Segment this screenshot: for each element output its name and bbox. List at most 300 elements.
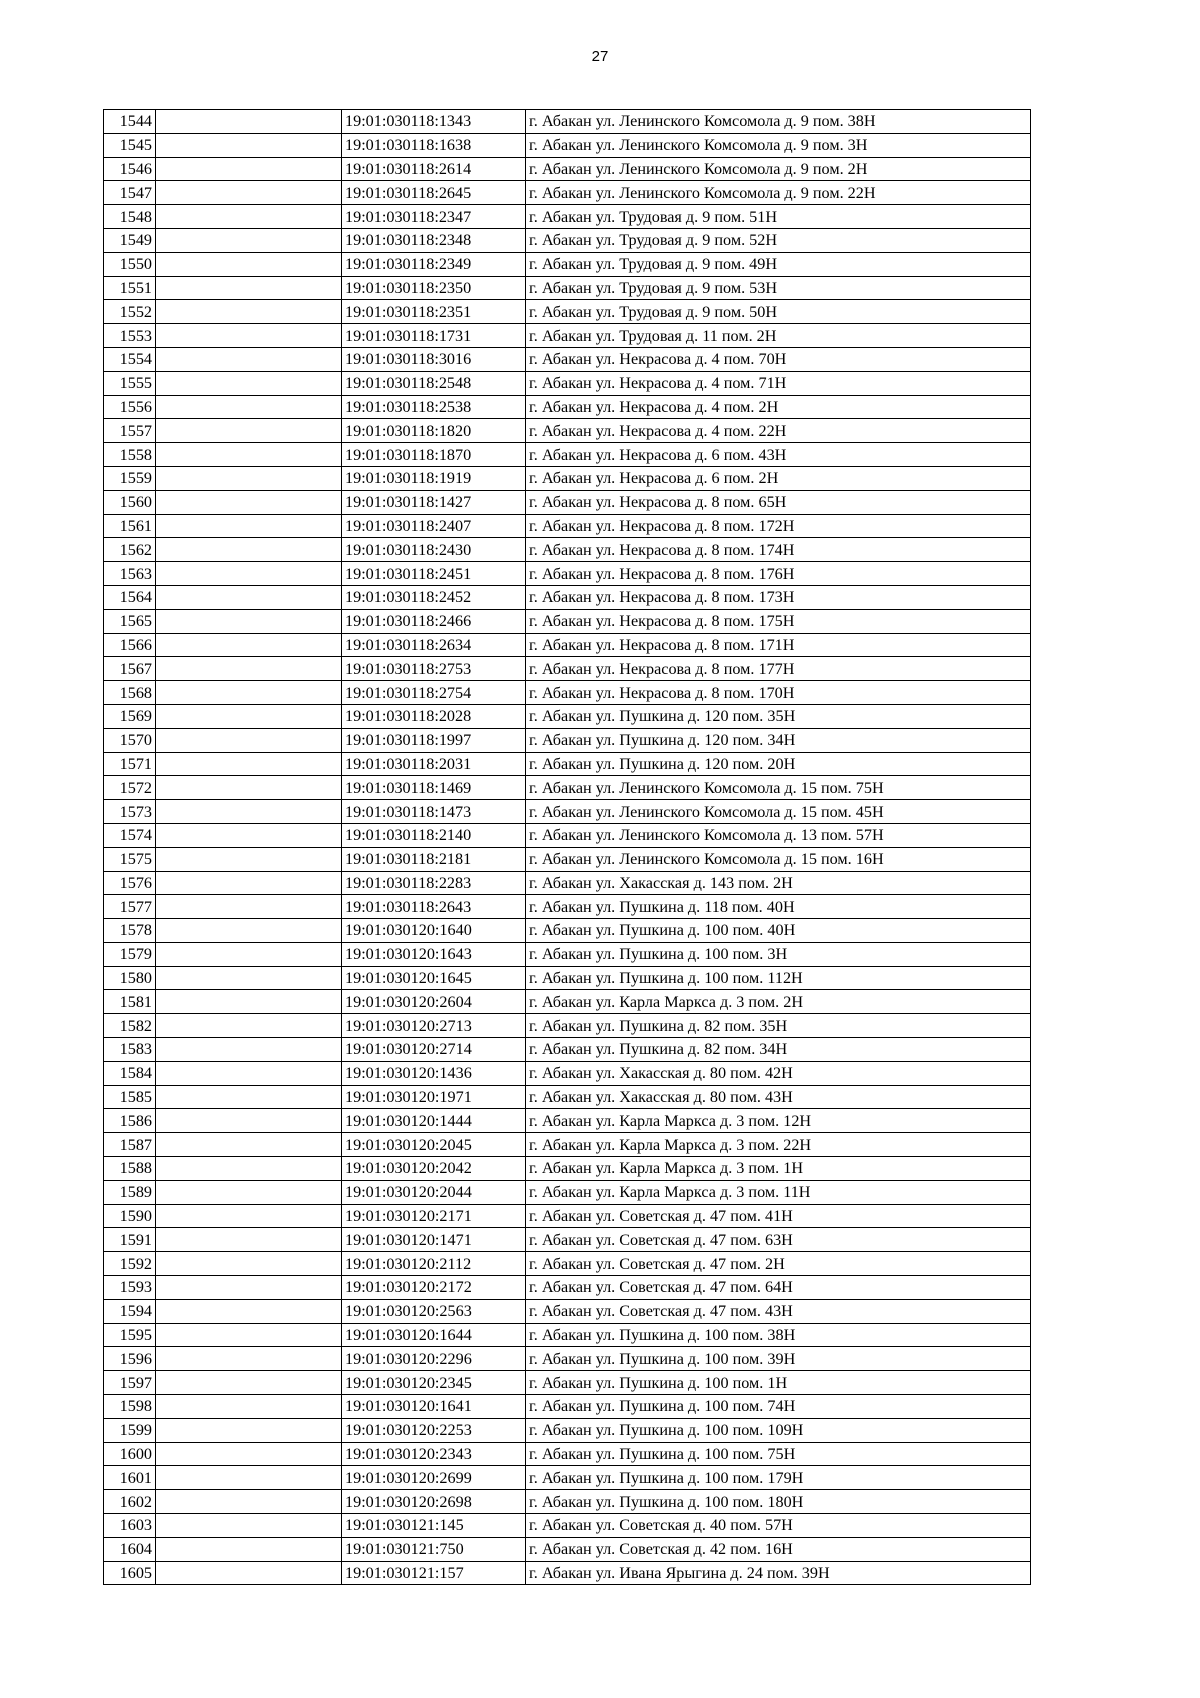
row-number-cell: 1602 bbox=[104, 1490, 156, 1514]
empty-cell bbox=[156, 942, 342, 966]
row-number-cell: 1560 bbox=[104, 490, 156, 514]
empty-cell bbox=[156, 371, 342, 395]
address-cell: г. Абакан ул. Некрасова д. 8 пом. 174Н bbox=[526, 538, 1031, 562]
address-cell: г. Абакан ул. Некрасова д. 4 пом. 71Н bbox=[526, 371, 1031, 395]
empty-cell bbox=[156, 395, 342, 419]
address-cell: г. Абакан ул. Ленинского Комсомола д. 9 пом. 3Н bbox=[526, 133, 1031, 157]
address-cell: г. Абакан ул. Пушкина д. 100 пом. 40Н bbox=[526, 919, 1031, 943]
address-cell: г. Абакан ул. Пушкина д. 100 пом. 180Н bbox=[526, 1490, 1031, 1514]
empty-cell bbox=[156, 919, 342, 943]
table-row bbox=[104, 157, 1031, 181]
cadastral-number-cell: 19:01:030118:2451 bbox=[342, 562, 526, 586]
address-cell: г. Абакан ул. Карла Маркса д. 3 пом. 2Н bbox=[526, 990, 1031, 1014]
address-cell: г. Абакан ул. Карла Маркса д. 3 пом. 22Н bbox=[526, 1133, 1031, 1157]
row-number-cell: 1575 bbox=[104, 847, 156, 871]
row-number-cell: 1577 bbox=[104, 895, 156, 919]
table-row bbox=[104, 919, 1031, 943]
cadastral-number-cell: 19:01:030118:2349 bbox=[342, 252, 526, 276]
address-cell: г. Абакан ул. Некрасова д. 8 пом. 176Н bbox=[526, 562, 1031, 586]
cadastral-number-cell: 19:01:030118:2452 bbox=[342, 585, 526, 609]
empty-cell bbox=[156, 1323, 342, 1347]
row-number-cell: 1563 bbox=[104, 562, 156, 586]
table-row bbox=[104, 490, 1031, 514]
address-cell: г. Абакан ул. Советская д. 47 пом. 43Н bbox=[526, 1299, 1031, 1323]
cadastral-number-cell: 19:01:030120:1971 bbox=[342, 1085, 526, 1109]
row-number-cell: 1578 bbox=[104, 919, 156, 943]
address-cell: г. Абакан ул. Пушкина д. 120 пом. 34Н bbox=[526, 728, 1031, 752]
empty-cell bbox=[156, 585, 342, 609]
row-number-cell: 1589 bbox=[104, 1180, 156, 1204]
address-cell: г. Абакан ул. Трудовая д. 11 пом. 2Н bbox=[526, 324, 1031, 348]
table-row bbox=[104, 657, 1031, 681]
table-row bbox=[104, 776, 1031, 800]
cadastral-number-cell: 19:01:030120:1644 bbox=[342, 1323, 526, 1347]
cadastral-number-cell: 19:01:030118:2634 bbox=[342, 633, 526, 657]
cadastral-number-cell: 19:01:030118:2350 bbox=[342, 276, 526, 300]
row-number-cell: 1574 bbox=[104, 823, 156, 847]
empty-cell bbox=[156, 252, 342, 276]
empty-cell bbox=[156, 1276, 342, 1300]
empty-cell bbox=[156, 1561, 342, 1585]
empty-cell bbox=[156, 443, 342, 467]
cadastral-number-cell: 19:01:030121:145 bbox=[342, 1514, 526, 1538]
empty-cell bbox=[156, 752, 342, 776]
row-number-cell: 1587 bbox=[104, 1133, 156, 1157]
row-number-cell: 1548 bbox=[104, 205, 156, 229]
row-number-cell: 1601 bbox=[104, 1466, 156, 1490]
address-cell: г. Абакан ул. Пушкина д. 100 пом. 74Н bbox=[526, 1395, 1031, 1419]
address-cell: г. Абакан ул. Пушкина д. 120 пом. 35Н bbox=[526, 704, 1031, 728]
empty-cell bbox=[156, 490, 342, 514]
empty-cell bbox=[156, 110, 342, 134]
table-row bbox=[104, 419, 1031, 443]
address-cell: г. Абакан ул. Хакасская д. 143 пом. 2Н bbox=[526, 871, 1031, 895]
table-row bbox=[104, 133, 1031, 157]
cadastral-number-cell: 19:01:030120:1444 bbox=[342, 1109, 526, 1133]
empty-cell bbox=[156, 300, 342, 324]
address-cell: г. Абакан ул. Советская д. 47 пом. 2Н bbox=[526, 1252, 1031, 1276]
row-number-cell: 1591 bbox=[104, 1228, 156, 1252]
empty-cell bbox=[156, 1442, 342, 1466]
cadastral-number-cell: 19:01:030118:2031 bbox=[342, 752, 526, 776]
address-cell: г. Абакан ул. Ленинского Комсомола д. 15 пом. 75Н bbox=[526, 776, 1031, 800]
cadastral-number-cell: 19:01:030121:157 bbox=[342, 1561, 526, 1585]
empty-cell bbox=[156, 966, 342, 990]
table-row bbox=[104, 990, 1031, 1014]
empty-cell bbox=[156, 800, 342, 824]
empty-cell bbox=[156, 324, 342, 348]
address-cell: г. Абакан ул. Некрасова д. 8 пом. 173Н bbox=[526, 585, 1031, 609]
table-row bbox=[104, 276, 1031, 300]
cadastral-number-cell: 19:01:030118:1469 bbox=[342, 776, 526, 800]
address-cell: г. Абакан ул. Трудовая д. 9 пом. 53Н bbox=[526, 276, 1031, 300]
address-cell: г. Абакан ул. Хакасская д. 80 пом. 43Н bbox=[526, 1085, 1031, 1109]
cadastral-number-cell: 19:01:030120:1640 bbox=[342, 919, 526, 943]
empty-cell bbox=[156, 181, 342, 205]
address-cell: г. Абакан ул. Ленинского Комсомола д. 9 пом. 22Н bbox=[526, 181, 1031, 205]
table-row bbox=[104, 800, 1031, 824]
empty-cell bbox=[156, 1085, 342, 1109]
empty-cell bbox=[156, 1371, 342, 1395]
empty-cell bbox=[156, 419, 342, 443]
cadastral-number-cell: 19:01:030118:2407 bbox=[342, 514, 526, 538]
table-row bbox=[104, 252, 1031, 276]
cadastral-number-cell: 19:01:030120:2045 bbox=[342, 1133, 526, 1157]
table-row bbox=[104, 728, 1031, 752]
cadastral-number-cell: 19:01:030120:2698 bbox=[342, 1490, 526, 1514]
empty-cell bbox=[156, 1109, 342, 1133]
table-row bbox=[104, 704, 1031, 728]
cadastral-number-cell: 19:01:030118:1638 bbox=[342, 133, 526, 157]
cadastral-number-cell: 19:01:030118:2753 bbox=[342, 657, 526, 681]
table-row bbox=[104, 1537, 1031, 1561]
table-row bbox=[104, 1204, 1031, 1228]
table-row bbox=[104, 1371, 1031, 1395]
address-cell: г. Абакан ул. Трудовая д. 9 пом. 49Н bbox=[526, 252, 1031, 276]
row-number-cell: 1580 bbox=[104, 966, 156, 990]
row-number-cell: 1554 bbox=[104, 347, 156, 371]
address-cell: г. Абакан ул. Некрасова д. 8 пом. 65Н bbox=[526, 490, 1031, 514]
empty-cell bbox=[156, 1537, 342, 1561]
cadastral-number-cell: 19:01:030118:2347 bbox=[342, 205, 526, 229]
row-number-cell: 1553 bbox=[104, 324, 156, 348]
row-number-cell: 1567 bbox=[104, 657, 156, 681]
cadastral-number-cell: 19:01:030120:2253 bbox=[342, 1418, 526, 1442]
row-number-cell: 1592 bbox=[104, 1252, 156, 1276]
row-number-cell: 1557 bbox=[104, 419, 156, 443]
row-number-cell: 1547 bbox=[104, 181, 156, 205]
row-number-cell: 1546 bbox=[104, 157, 156, 181]
cadastral-number-cell: 19:01:030118:2614 bbox=[342, 157, 526, 181]
address-cell: г. Абакан ул. Ленинского Комсомола д. 15 пом. 16Н bbox=[526, 847, 1031, 871]
table-row bbox=[104, 324, 1031, 348]
empty-cell bbox=[156, 514, 342, 538]
row-number-cell: 1564 bbox=[104, 585, 156, 609]
table-row bbox=[104, 1276, 1031, 1300]
row-number-cell: 1604 bbox=[104, 1537, 156, 1561]
address-cell: г. Абакан ул. Хакасская д. 80 пом. 42Н bbox=[526, 1061, 1031, 1085]
row-number-cell: 1585 bbox=[104, 1085, 156, 1109]
empty-cell bbox=[156, 1514, 342, 1538]
table-row bbox=[104, 1299, 1031, 1323]
address-cell: г. Абакан ул. Ленинского Комсомола д. 13 пом. 57Н bbox=[526, 823, 1031, 847]
cadastral-number-cell: 19:01:030120:1436 bbox=[342, 1061, 526, 1085]
cadastral-number-cell: 19:01:030118:2181 bbox=[342, 847, 526, 871]
row-number-cell: 1568 bbox=[104, 681, 156, 705]
address-cell: г. Абакан ул. Карла Маркса д. 3 пом. 12Н bbox=[526, 1109, 1031, 1133]
table-row bbox=[104, 871, 1031, 895]
page-number: 27 bbox=[591, 48, 609, 65]
table-row bbox=[104, 1180, 1031, 1204]
cadastral-number-cell: 19:01:030118:2348 bbox=[342, 228, 526, 252]
cadastral-number-cell: 19:01:030120:1471 bbox=[342, 1228, 526, 1252]
cadastral-number-cell: 19:01:030118:1427 bbox=[342, 490, 526, 514]
empty-cell bbox=[156, 1157, 342, 1181]
cadastral-number-cell: 19:01:030118:2430 bbox=[342, 538, 526, 562]
row-number-cell: 1590 bbox=[104, 1204, 156, 1228]
cadastral-number-cell: 19:01:030121:750 bbox=[342, 1537, 526, 1561]
row-number-cell: 1595 bbox=[104, 1323, 156, 1347]
row-number-cell: 1558 bbox=[104, 443, 156, 467]
address-cell: г. Абакан ул. Пушкина д. 100 пом. 179Н bbox=[526, 1466, 1031, 1490]
empty-cell bbox=[156, 776, 342, 800]
cadastral-number-cell: 19:01:030120:2699 bbox=[342, 1466, 526, 1490]
row-number-cell: 1552 bbox=[104, 300, 156, 324]
table-row bbox=[104, 823, 1031, 847]
row-number-cell: 1593 bbox=[104, 1276, 156, 1300]
address-cell: г. Абакан ул. Некрасова д. 6 пом. 2Н bbox=[526, 466, 1031, 490]
row-number-cell: 1570 bbox=[104, 728, 156, 752]
address-cell: г. Абакан ул. Пушкина д. 100 пом. 39Н bbox=[526, 1347, 1031, 1371]
cadastral-number-cell: 19:01:030118:2283 bbox=[342, 871, 526, 895]
table-row bbox=[104, 1252, 1031, 1276]
cadastral-number-cell: 19:01:030118:2754 bbox=[342, 681, 526, 705]
row-number-cell: 1562 bbox=[104, 538, 156, 562]
address-cell: г. Абакан ул. Пушкина д. 100 пом. 112Н bbox=[526, 966, 1031, 990]
cadastral-number-cell: 19:01:030118:2466 bbox=[342, 609, 526, 633]
table-row bbox=[104, 1228, 1031, 1252]
table-row bbox=[104, 371, 1031, 395]
table-row bbox=[104, 1466, 1031, 1490]
table-row bbox=[104, 538, 1031, 562]
empty-cell bbox=[156, 1299, 342, 1323]
empty-cell bbox=[156, 681, 342, 705]
table-row bbox=[104, 966, 1031, 990]
table-row bbox=[104, 1395, 1031, 1419]
table-row bbox=[104, 514, 1031, 538]
table-row bbox=[104, 1561, 1031, 1585]
table-row bbox=[104, 1442, 1031, 1466]
address-cell: г. Абакан ул. Советская д. 47 пом. 63Н bbox=[526, 1228, 1031, 1252]
address-cell: г. Абакан ул. Некрасова д. 4 пом. 22Н bbox=[526, 419, 1031, 443]
cadastral-number-cell: 19:01:030120:2604 bbox=[342, 990, 526, 1014]
cadastral-number-cell: 19:01:030120:1643 bbox=[342, 942, 526, 966]
table-row bbox=[104, 847, 1031, 871]
table-row bbox=[104, 1347, 1031, 1371]
empty-cell bbox=[156, 847, 342, 871]
row-number-cell: 1594 bbox=[104, 1299, 156, 1323]
row-number-cell: 1561 bbox=[104, 514, 156, 538]
row-number-cell: 1598 bbox=[104, 1395, 156, 1419]
address-cell: г. Абакан ул. Советская д. 47 пом. 41Н bbox=[526, 1204, 1031, 1228]
address-cell: г. Абакан ул. Ивана Ярыгина д. 24 пом. 39Н bbox=[526, 1561, 1031, 1585]
empty-cell bbox=[156, 1490, 342, 1514]
table-row bbox=[104, 1038, 1031, 1062]
cadastral-number-cell: 19:01:030120:2042 bbox=[342, 1157, 526, 1181]
row-number-cell: 1599 bbox=[104, 1418, 156, 1442]
row-number-cell: 1588 bbox=[104, 1157, 156, 1181]
empty-cell bbox=[156, 347, 342, 371]
cadastral-number-cell: 19:01:030120:2172 bbox=[342, 1276, 526, 1300]
table-row bbox=[104, 347, 1031, 371]
table-row bbox=[104, 205, 1031, 229]
empty-cell bbox=[156, 657, 342, 681]
empty-cell bbox=[156, 1180, 342, 1204]
cadastral-number-cell: 19:01:030120:1645 bbox=[342, 966, 526, 990]
table-row bbox=[104, 443, 1031, 467]
empty-cell bbox=[156, 728, 342, 752]
table-row bbox=[104, 1109, 1031, 1133]
table-row bbox=[104, 395, 1031, 419]
row-number-cell: 1556 bbox=[104, 395, 156, 419]
address-cell: г. Абакан ул. Советская д. 47 пом. 64Н bbox=[526, 1276, 1031, 1300]
address-cell: г. Абакан ул. Пушкина д. 100 пом. 1Н bbox=[526, 1371, 1031, 1395]
row-number-cell: 1545 bbox=[104, 133, 156, 157]
address-cell: г. Абакан ул. Пушкина д. 100 пом. 75Н bbox=[526, 1442, 1031, 1466]
empty-cell bbox=[156, 157, 342, 181]
address-cell: г. Абакан ул. Карла Маркса д. 3 пом. 1Н bbox=[526, 1157, 1031, 1181]
table-body bbox=[104, 110, 1031, 1585]
row-number-cell: 1551 bbox=[104, 276, 156, 300]
empty-cell bbox=[156, 1228, 342, 1252]
address-cell: г. Абакан ул. Пушкина д. 100 пом. 109Н bbox=[526, 1418, 1031, 1442]
row-number-cell: 1573 bbox=[104, 800, 156, 824]
cadastral-number-cell: 19:01:030118:2028 bbox=[342, 704, 526, 728]
address-cell: г. Абакан ул. Ленинского Комсомола д. 9 пом. 38Н bbox=[526, 110, 1031, 134]
cadastral-number-cell: 19:01:030120:2112 bbox=[342, 1252, 526, 1276]
row-number-cell: 1582 bbox=[104, 1014, 156, 1038]
row-number-cell: 1596 bbox=[104, 1347, 156, 1371]
table-row bbox=[104, 681, 1031, 705]
table-row bbox=[104, 110, 1031, 134]
row-number-cell: 1544 bbox=[104, 110, 156, 134]
cadastral-number-cell: 19:01:030118:1343 bbox=[342, 110, 526, 134]
table-row bbox=[104, 1133, 1031, 1157]
row-number-cell: 1597 bbox=[104, 1371, 156, 1395]
row-number-cell: 1569 bbox=[104, 704, 156, 728]
cadastral-number-cell: 19:01:030118:1919 bbox=[342, 466, 526, 490]
address-cell: г. Абакан ул. Ленинского Комсомола д. 9 пом. 2Н bbox=[526, 157, 1031, 181]
table-row bbox=[104, 1061, 1031, 1085]
address-cell: г. Абакан ул. Пушкина д. 120 пом. 20Н bbox=[526, 752, 1031, 776]
table-row bbox=[104, 942, 1031, 966]
table-row bbox=[104, 228, 1031, 252]
row-number-cell: 1581 bbox=[104, 990, 156, 1014]
table-row bbox=[104, 609, 1031, 633]
row-number-cell: 1579 bbox=[104, 942, 156, 966]
address-cell: г. Абакан ул. Пушкина д. 100 пом. 38Н bbox=[526, 1323, 1031, 1347]
table-row bbox=[104, 895, 1031, 919]
empty-cell bbox=[156, 871, 342, 895]
row-number-cell: 1586 bbox=[104, 1109, 156, 1133]
cadastral-number-cell: 19:01:030120:2171 bbox=[342, 1204, 526, 1228]
table-row bbox=[104, 1014, 1031, 1038]
address-cell: г. Абакан ул. Некрасова д. 4 пом. 2Н bbox=[526, 395, 1031, 419]
table-row bbox=[104, 466, 1031, 490]
empty-cell bbox=[156, 1038, 342, 1062]
cadastral-number-cell: 19:01:030118:1473 bbox=[342, 800, 526, 824]
address-cell: г. Абакан ул. Пушкина д. 118 пом. 40Н bbox=[526, 895, 1031, 919]
cadastral-number-cell: 19:01:030120:2563 bbox=[342, 1299, 526, 1323]
address-cell: г. Абакан ул. Карла Маркса д. 3 пом. 11Н bbox=[526, 1180, 1031, 1204]
cadastral-number-cell: 19:01:030118:2351 bbox=[342, 300, 526, 324]
row-number-cell: 1600 bbox=[104, 1442, 156, 1466]
address-cell: г. Абакан ул. Некрасова д. 8 пом. 170Н bbox=[526, 681, 1031, 705]
empty-cell bbox=[156, 1418, 342, 1442]
table-row bbox=[104, 1157, 1031, 1181]
address-cell: г. Абакан ул. Пушкина д. 82 пом. 35Н bbox=[526, 1014, 1031, 1038]
cadastral-number-cell: 19:01:030118:1731 bbox=[342, 324, 526, 348]
table-row bbox=[104, 181, 1031, 205]
cadastral-number-cell: 19:01:030120:2713 bbox=[342, 1014, 526, 1038]
cadastral-number-cell: 19:01:030120:2714 bbox=[342, 1038, 526, 1062]
cadastral-number-cell: 19:01:030118:2140 bbox=[342, 823, 526, 847]
cadastral-number-cell: 19:01:030118:1820 bbox=[342, 419, 526, 443]
empty-cell bbox=[156, 1061, 342, 1085]
row-number-cell: 1603 bbox=[104, 1514, 156, 1538]
cadastral-number-cell: 19:01:030120:2343 bbox=[342, 1442, 526, 1466]
row-number-cell: 1583 bbox=[104, 1038, 156, 1062]
empty-cell bbox=[156, 133, 342, 157]
address-cell: г. Абакан ул. Советская д. 42 пом. 16Н bbox=[526, 1537, 1031, 1561]
empty-cell bbox=[156, 1204, 342, 1228]
property-table bbox=[103, 109, 1031, 1585]
cadastral-number-cell: 19:01:030120:2044 bbox=[342, 1180, 526, 1204]
empty-cell bbox=[156, 895, 342, 919]
empty-cell bbox=[156, 1014, 342, 1038]
row-number-cell: 1605 bbox=[104, 1561, 156, 1585]
table-row bbox=[104, 1490, 1031, 1514]
cadastral-number-cell: 19:01:030118:1870 bbox=[342, 443, 526, 467]
empty-cell bbox=[156, 228, 342, 252]
address-cell: г. Абакан ул. Пушкина д. 82 пом. 34Н bbox=[526, 1038, 1031, 1062]
cadastral-number-cell: 19:01:030118:2548 bbox=[342, 371, 526, 395]
table-row bbox=[104, 562, 1031, 586]
row-number-cell: 1572 bbox=[104, 776, 156, 800]
row-number-cell: 1576 bbox=[104, 871, 156, 895]
empty-cell bbox=[156, 466, 342, 490]
table-row bbox=[104, 300, 1031, 324]
cadastral-number-cell: 19:01:030118:2538 bbox=[342, 395, 526, 419]
address-cell: г. Абакан ул. Некрасова д. 4 пом. 70Н bbox=[526, 347, 1031, 371]
address-cell: г. Абакан ул. Трудовая д. 9 пом. 52Н bbox=[526, 228, 1031, 252]
address-cell: г. Абакан ул. Советская д. 40 пом. 57Н bbox=[526, 1514, 1031, 1538]
empty-cell bbox=[156, 1395, 342, 1419]
empty-cell bbox=[156, 609, 342, 633]
row-number-cell: 1555 bbox=[104, 371, 156, 395]
table-row bbox=[104, 1514, 1031, 1538]
address-cell: г. Абакан ул. Некрасова д. 8 пом. 175Н bbox=[526, 609, 1031, 633]
address-cell: г. Абакан ул. Трудовая д. 9 пом. 50Н bbox=[526, 300, 1031, 324]
address-cell: г. Абакан ул. Некрасова д. 8 пом. 172Н bbox=[526, 514, 1031, 538]
cadastral-number-cell: 19:01:030118:2643 bbox=[342, 895, 526, 919]
address-cell: г. Абакан ул. Ленинского Комсомола д. 15 пом. 45Н bbox=[526, 800, 1031, 824]
empty-cell bbox=[156, 633, 342, 657]
row-number-cell: 1584 bbox=[104, 1061, 156, 1085]
address-cell: г. Абакан ул. Некрасова д. 8 пом. 177Н bbox=[526, 657, 1031, 681]
row-number-cell: 1571 bbox=[104, 752, 156, 776]
cadastral-number-cell: 19:01:030118:3016 bbox=[342, 347, 526, 371]
address-cell: г. Абакан ул. Некрасова д. 6 пом. 43Н bbox=[526, 443, 1031, 467]
cadastral-number-cell: 19:01:030120:2296 bbox=[342, 1347, 526, 1371]
empty-cell bbox=[156, 205, 342, 229]
cadastral-number-cell: 19:01:030118:2645 bbox=[342, 181, 526, 205]
row-number-cell: 1566 bbox=[104, 633, 156, 657]
table-row bbox=[104, 1085, 1031, 1109]
address-cell: г. Абакан ул. Некрасова д. 8 пом. 171Н bbox=[526, 633, 1031, 657]
empty-cell bbox=[156, 562, 342, 586]
address-cell: г. Абакан ул. Трудовая д. 9 пом. 51Н bbox=[526, 205, 1031, 229]
table-row bbox=[104, 585, 1031, 609]
address-cell: г. Абакан ул. Пушкина д. 100 пом. 3Н bbox=[526, 942, 1031, 966]
table-row bbox=[104, 1323, 1031, 1347]
table-row bbox=[104, 633, 1031, 657]
row-number-cell: 1565 bbox=[104, 609, 156, 633]
empty-cell bbox=[156, 990, 342, 1014]
empty-cell bbox=[156, 1133, 342, 1157]
table-row bbox=[104, 752, 1031, 776]
row-number-cell: 1549 bbox=[104, 228, 156, 252]
